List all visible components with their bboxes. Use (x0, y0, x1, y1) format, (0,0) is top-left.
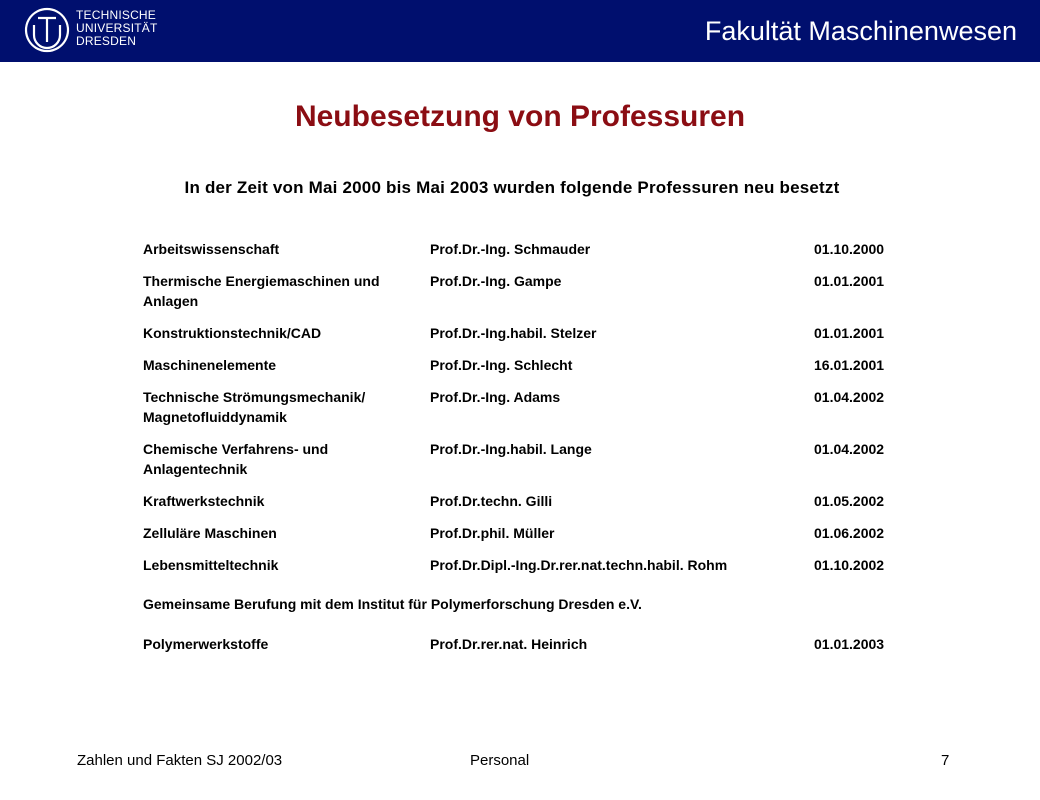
table-row (143, 355, 913, 387)
professor-cell: Prof.Dr.-Ing. Adams (430, 389, 561, 405)
table-row (143, 523, 913, 555)
field-cell: Zelluläre Maschinen (143, 525, 277, 541)
university-name-line: DRESDEN (76, 34, 137, 48)
date-cell: 01.01.2001 (814, 325, 885, 341)
page-subtitle: In der Zeit von Mai 2000 bis Mai 2003 wurden folgende Professuren neu besetzt (184, 178, 840, 197)
professor-cell: Prof.Dr.-Ing. Schmauder (430, 241, 591, 257)
page-title: Neubesetzung von Professuren (294, 100, 746, 133)
table-row (143, 491, 913, 523)
table-row (143, 439, 913, 491)
field-cell: Kraftwerkstechnik (143, 493, 265, 509)
table-row (143, 271, 913, 323)
date-cell: 01.01.2003 (814, 636, 885, 652)
date-cell: 01.10.2000 (814, 241, 885, 257)
professor-cell: Prof.Dr.-Ing.habil. Lange (430, 441, 592, 457)
table-row (143, 323, 913, 355)
table-row (143, 634, 913, 654)
professor-cell: Prof.Dr.Dipl.-Ing.Dr.rer.nat.techn.habil. Rohm (430, 557, 728, 573)
field-cell: Technische Strömungsmechanik/ Magnetofluiddynamik (143, 389, 366, 425)
university-name-line: UNIVERSITÄT (76, 21, 158, 35)
page-number: 7 (941, 752, 950, 769)
professor-cell: Prof.Dr.-Ing.habil. Stelzer (430, 325, 597, 341)
field-cell: Chemische Verfahrens- und Anlagentechnik (143, 441, 329, 477)
footer-source: Zahlen und Fakten SJ 2002/03 (77, 752, 283, 769)
table-row (143, 387, 913, 439)
field-cell: Lebensmitteltechnik (143, 557, 279, 573)
university-name (76, 9, 158, 48)
professor-cell: Prof.Dr.phil. Müller (430, 525, 555, 541)
date-cell: 01.05.2002 (814, 493, 885, 509)
joint-appointment-label: Gemeinsame Berufung mit dem Institut für Polymerforschung Dresden e.V. (143, 596, 642, 612)
professor-cell: Prof.Dr.rer.nat. Heinrich (430, 636, 588, 652)
footer-section: Personal (470, 752, 530, 769)
field-cell: Polymerwerkstoffe (143, 636, 269, 652)
table-row (143, 239, 913, 271)
date-cell: 01.06.2002 (814, 525, 885, 541)
professor-cell: Prof.Dr.techn. Gilli (430, 493, 553, 509)
field-cell: Arbeitswissenschaft (143, 241, 280, 257)
field-cell: Konstruktionstechnik/CAD (143, 325, 322, 341)
professor-cell: Prof.Dr.-Ing. Schlecht (430, 357, 573, 373)
header-bar (0, 0, 1040, 62)
tu-dresden-logo-icon (24, 7, 70, 53)
field-cell: Thermische Energiemaschinen und Anlagen (143, 273, 380, 309)
faculty-name: Fakultät Maschinenwesen (704, 16, 1017, 46)
joint-appointment-row (143, 575, 913, 634)
date-cell: 01.04.2002 (814, 389, 885, 405)
university-name-line: TECHNISCHE (76, 8, 157, 22)
professorships-table (143, 239, 913, 654)
field-cell: Maschinenelemente (143, 357, 277, 373)
table-row (143, 555, 913, 575)
date-cell: 01.01.2001 (814, 273, 885, 289)
professor-cell: Prof.Dr.-Ing. Gampe (430, 273, 562, 289)
date-cell: 01.10.2002 (814, 557, 885, 573)
date-cell: 16.01.2001 (814, 357, 885, 373)
date-cell: 01.04.2002 (814, 441, 885, 457)
